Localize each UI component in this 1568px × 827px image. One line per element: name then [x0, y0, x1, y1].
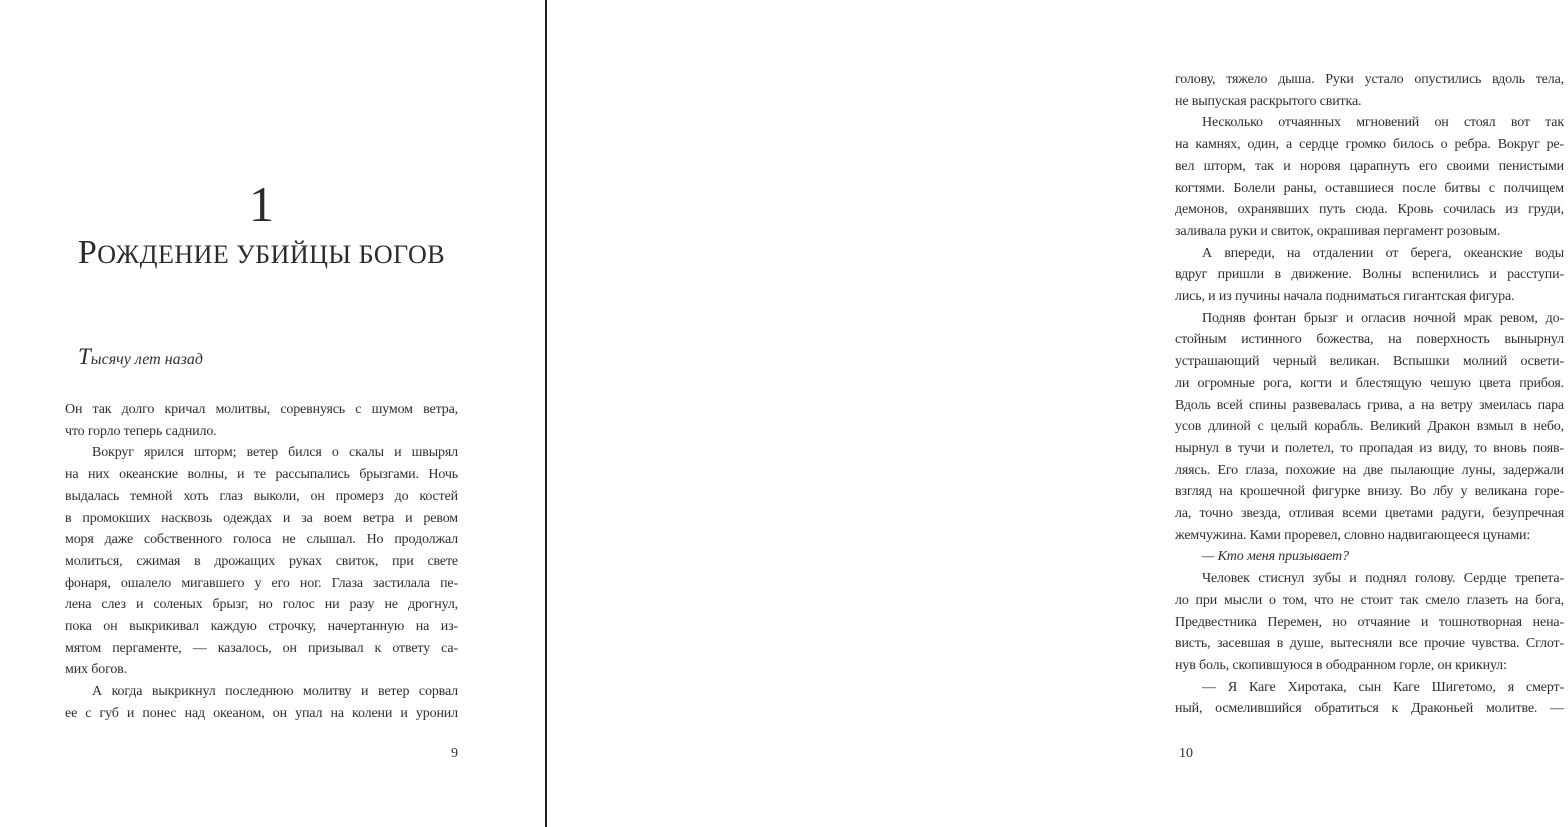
right-page [547, 0, 1564, 827]
text-line: ли огромные рога, когти и блестящую чешую цвета прибоя. [1175, 375, 1564, 391]
text-line: Человек стиснул зубы и поднял голову. Сердце трепета- [1202, 571, 1564, 587]
epigraph: Тысячу лет назад [78, 344, 203, 369]
text-line: — Я Каге Хиротака, сын Каге Шигетомо, я смерт- [1202, 679, 1564, 695]
text-line: Предвестника Перемен, но отчаяние и тошнотворная нена- [1175, 614, 1564, 630]
text-line: ляясь. Его глаза, похожие на две пылающие луны, задержали [1175, 462, 1564, 478]
text-line: не выпуская раскрытого свитка. [1175, 93, 1362, 109]
text-line: Несколько отчаянных мгновений он стоял вот так [1202, 115, 1564, 131]
text-line: ло при мысли о том, что не стоит так смело глазеть на бога, [1175, 592, 1564, 608]
text-line: Подняв фонтан брызг и огласив ночной мрак ревом, до- [1202, 310, 1564, 326]
text-line: мих богов. [65, 662, 127, 678]
text-line: пока он выкрикивал каждую строчку, начертанную на из- [65, 619, 458, 635]
text-line: молиться, сжимая в дрожащих руках свиток, при свете [65, 553, 458, 569]
left-page-body [65, 399, 458, 725]
page-number: 9 [451, 746, 458, 761]
text-line: вел шторм, так и норовя царапнуть его своими пенистыми [1175, 158, 1564, 174]
text-line: нув боль, скопившуюся в ободранном горле, он крикнул: [1175, 657, 1507, 673]
text-line: ла, точно звезда, отливая всеми цветами радуги, безупречная [1175, 506, 1564, 522]
text-line: стойным истинного божества, на поверхность вынырнул [1175, 332, 1564, 348]
text-line: А когда выкрикнул последнюю молитву и ветер сорвал [92, 684, 458, 700]
text-line: моря даже собственного голоса не слышал. Но продолжал [65, 532, 458, 548]
text-line: на них океанские волны, и те рассыпались брызгами. Ночь [65, 467, 458, 483]
text-line: ный, осмелившийся обратиться к Драконьей молитве. — [1175, 701, 1564, 717]
text-line: взгляд на крошечной фигурке внизу. Во лбу у великана горе- [1175, 484, 1564, 500]
text-line: лись, и из пучины начала подниматься гигантская фигура. [1175, 289, 1515, 305]
text-line: Вдоль всей спины развевалась грива, а на ветру змеилась пара [1175, 397, 1564, 413]
text-line: фонаря, ошалело мигавшего у его ног. Глаза застилала пе- [65, 575, 458, 591]
text-line: заливала руки и свиток, окрашивая пергамент розовым. [1175, 223, 1501, 239]
text-line: нырнул в тучи и полетел, то пропадая из виду, то вновь появ- [1175, 440, 1564, 456]
left-page [0, 0, 545, 827]
text-line: когтями. Болели раны, оставшиеся после битвы с полчищем [1175, 180, 1564, 196]
text-line: мятом пергаменте, — казалось, он призывал к ответу са- [65, 640, 458, 656]
text-line: усов длиной с целый корабль. Великий Дракон взмыл в небо, [1175, 419, 1564, 435]
chapter-title: РОЖДЕНИЕ УБИЙЦЫ БОГОВ [77, 234, 446, 271]
text-line: вдруг пришли в движение. Волны вспенились и расступи- [1175, 267, 1564, 283]
text-line: устрашающий черный великан. Вспышки молний освети- [1175, 354, 1564, 370]
text-line: в промокших насквозь одеждах и за воем ветра и ревом [65, 510, 458, 526]
text-line: демонов, охранявших путь сюда. Кровь сочилась из груди, [1175, 202, 1564, 218]
text-line: жемчужина. Ками проревел, словно надвигающееся цунами: [1175, 527, 1531, 543]
chapter-number: 1 [249, 176, 274, 232]
text-line: Он так долго кричал молитвы, соревнуясь с шумом ветра, [65, 402, 458, 417]
right-page-body [1175, 69, 1564, 720]
text-line: выдалась темной хоть глаз выколи, он промерз до костей [65, 488, 458, 504]
page-number: 10 [1179, 746, 1193, 761]
text-line: висть, засевшая в душе, вытесняли все прочие чувства. Сглот- [1175, 636, 1564, 652]
text-line: Вокруг ярился шторм; ветер бился о скалы и швырял [92, 445, 458, 461]
text-line: на камнях, один, а сердце громко билось о ребра. Вокруг ре- [1175, 137, 1564, 153]
text-line: лена слез и соленых брызг, но голос ни разу не дрогнул, [65, 597, 458, 613]
text-line: А впереди, на отдалении от берега, океанские воды [1202, 245, 1564, 261]
text-line: что горло теперь саднило. [65, 423, 217, 439]
text-line: ее с губ и понес над океаном, он упал на колени и уронил [65, 705, 458, 721]
text-line: голову, тяжело дыша. Руки устало опустились вдоль тела, [1175, 72, 1564, 87]
text-line: — Кто меня призывает? [1202, 549, 1349, 565]
